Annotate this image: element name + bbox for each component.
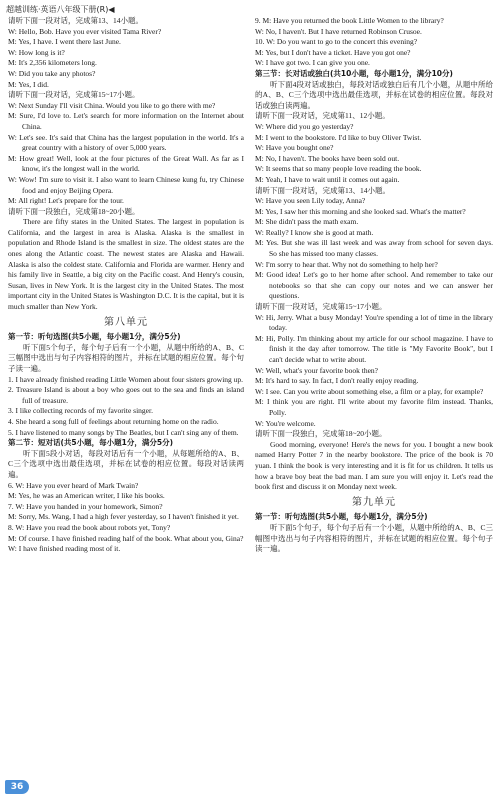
section-heading: 第一节：听句选图(共5小题，每小题1分，满分5分) [255, 512, 428, 522]
text-line: M: Good idea! Let's go to her home after school. And remember to take our notebooks so that she can copy our notes and we can answer her questions. [255, 270, 493, 301]
text-line: 请听下面一段对话，完成第11、12小题。 [255, 111, 390, 121]
text-line: W: Really? I know she is good at math. [255, 227, 374, 237]
text-line: W: Let's see. It's said that China has the largest population in the world. It's a great country with a history of over 5,000 years. [8, 132, 244, 153]
text-line: W: Next Sunday I'll visit China. Would you like to go there with me? [8, 100, 216, 110]
text-line: M: She didn't pass the math exam. [255, 217, 359, 227]
text-line: 9. M: Have you returned the book Little Women to the library? [255, 16, 444, 25]
text-line: M: How great! Well, look at the four pictures of the Great Wall. As far as I know, it's the longest wall in the world. [8, 153, 244, 174]
text-line: 请听下面一段对话，完成第13、14小题。 [8, 16, 143, 25]
text-line: 请听下面一段对话，完成第15~17小题。 [8, 90, 140, 100]
text-line: M: Of course. I have finished reading half of the book. What about you, Gina? [8, 533, 244, 543]
text-line: W: No, I haven't. But I have returned Robinson Crusoe. [255, 26, 422, 36]
section-heading: 第二节：短对话(共5小题，每小题1分，满分5分) [8, 438, 174, 448]
text-line: M: All right! Let's prepare for the tour. [8, 196, 124, 206]
text-line: M: Yeah, I have to wait until it comes out again. [255, 174, 400, 184]
text-line: M: It's hard to say. In fact, I don't really enjoy reading. [255, 376, 419, 386]
text-line: W: Have you seen Lily today, Anna? [255, 196, 366, 206]
page-header: 超越训练·英语八年级下册(R)◀ [6, 5, 115, 14]
paragraph: Good morning, everyone! Here's the news for you. I bought a new book named Harry Potter 7 in the nearby bookstore. The price of the book is 70 yuan. I think the book is very interesting and it is fit for us children. It tells us how a brave boy beat the bad man. I am sure you will enjoy it. Let's read the book first and discuss it on Monday next week. [255, 439, 493, 492]
text-line: M: Yes, he was an American writer, I like his books. [8, 491, 165, 501]
text-line: W: Have you bought one? [255, 143, 334, 153]
text-line: 7. W: Have you handed in your homework, Simon? [8, 501, 163, 511]
text-line: M: Sorry, Ms. Wang, I had a high fever yesterday, so I haven't finished it yet. [8, 512, 239, 522]
text-line: W: Did you take any photos? [8, 68, 96, 78]
text-line: W: Hello, Bob. Have you ever visited Tama River? [8, 26, 162, 36]
text-line: W: I'm sorry to hear that. Why not do something to help her? [255, 259, 438, 269]
paragraph: There are fifty states in the United States. The largest in population is California, and the largest in area is Alaska. Alaska is the smallest in population and Rhode Island is the smallest in size. The oldest states are the ones along the Atlantic coast. The newest states are Alaska and Hawaii. Alaska is also the coldest state. California and Florida are warmer. Henry and his family live in Seattle, a big city on the Pacific coast. And Henry's cousin, Susan, lives in New York. It is the largest city in the United States. The most important city in the United States is Washington D.C. It is the capital, but it is much smaller than New York. [8, 217, 244, 312]
text-line: 10. W: Do you want to go to the concert this evening? [255, 37, 418, 47]
text-line: M: No, I haven't. The books have been sold out. [255, 153, 400, 163]
text-line: M: Hi, Polly. I'm thinking about my article for our school magazine. I have to finish it the day after tomorrow. The title is "My Favorite Book", but I can't decide what to write about. [255, 333, 493, 364]
text-line: M: I went to the bookstore. I'd like to buy Oliver Twist. [255, 132, 422, 142]
text-line: M: Sure, I'd love to. Let's search for more information on the Internet about China. [8, 111, 244, 131]
section-heading: 第三节：长对话或独白(共10小题，每小题1分，满分10分) [255, 68, 453, 78]
text-line: W: How long is it? [8, 47, 65, 57]
paragraph: 听下面5个句子，每个句子后有一个小题，从题中所给的A、B、C三幅图中选出与句子内容相符的图片，并标在试题的相应位置。每个句子读一遍。 [255, 522, 493, 554]
text-line: M: Yes. But she was ill last week and was away from school for seven days. So she has missed too many classes. [255, 238, 493, 259]
text-line: W: I see. Can you write about something else, a film or a play, for example? [255, 386, 484, 396]
text-line: 请听下面一段对话，完成第13、14小题。 [255, 185, 390, 195]
text-line: 请听下面一段独白，完成第18~20小题。 [255, 429, 387, 439]
text-line: 请听下面一段独白，完成第18~20小题。 [8, 206, 140, 216]
paragraph: 听下面4段对话或独白，每段对话或独白后有几个小题，从题中所给的A、B、C三个选项中选出最佳选项，并标在试卷的相应位置。每段对话或独白读两遍。 [255, 79, 493, 110]
text-line: M: It's 2,356 kilometers long. [8, 58, 97, 68]
left-column [8, 16, 244, 555]
text-line: W: Wow! I'm sure to visit it. I also want to learn Chinese kung fu, try Chinese food and enjoy Beijing Opera. [8, 174, 244, 195]
text-line: 8. W: Have you read the book about robots yet, Tony? [8, 522, 171, 532]
text-line: M: I think you are right. I'll write about my favorite film instead. Thanks, Polly. [255, 397, 493, 417]
text-line: W: I have got two. I can give you one. [255, 58, 370, 68]
text-line: W: I have finished reading most of it. [8, 544, 121, 554]
text-line: M: Yes, I saw her this morning and she looked sad. What's the matter? [255, 206, 466, 216]
right-column [255, 16, 493, 555]
text-line: 请听下面一段对话，完成第15~17小题。 [255, 302, 387, 312]
paragraph: 听下面5段小对话，每段对话后有一个小题，从每题所给的A、B、C三个选项中选出最佳选项，并标在试卷的相应位置。每段对话读两遍。 [8, 448, 244, 479]
unit-title: 第八单元 [104, 316, 148, 328]
text-line: W: Hi, Jerry. What a busy Monday! You're spending a lot of time in the library today. [255, 312, 493, 333]
text-line: M: Yes, I have. I went there last June. [8, 37, 121, 47]
text-line: M: Yes, I did. [8, 79, 49, 89]
text-line: 1. I have already finished reading Little Women about four sisters growing up. [8, 374, 244, 384]
text-line: W: It seems that so many people love reading the book. [255, 164, 422, 174]
page-number-badge: 36 [5, 780, 29, 794]
text-line: 4. She heard a song full of feelings about returning home on the radio. [8, 416, 219, 426]
text-line: 5. I have listened to many songs by The Beatles, but I can't sing any of them. [8, 427, 239, 437]
text-line: W: You're welcome. [255, 418, 316, 428]
paragraph: 听下面5个句子，每个句子后有一个小题，从题中所给的A、B、C三幅图中选出与句子内容相符的图片，并标在试题的相应位置。每个句子读一遍。 [8, 342, 244, 373]
text-line: W: Well, what's your favorite book then? [255, 365, 379, 375]
text-line: 3. I like collecting records of my favorite singer. [8, 406, 153, 416]
text-line: 6. W: Have you ever heard of Mark Twain? [8, 480, 139, 490]
text-line: W: Where did you go yesterday? [255, 121, 354, 131]
unit-title: 第九单元 [352, 496, 396, 508]
text-line: 2. Treasure Island is about a boy who goes out to the sea and finds an island full of treasure. [8, 385, 244, 405]
text-line: M: Yes, but I don't have a ticket. Have you got one? [255, 47, 411, 57]
section-heading: 第一节：听句选图(共5小题，每小题1分，满分5分) [8, 332, 181, 342]
